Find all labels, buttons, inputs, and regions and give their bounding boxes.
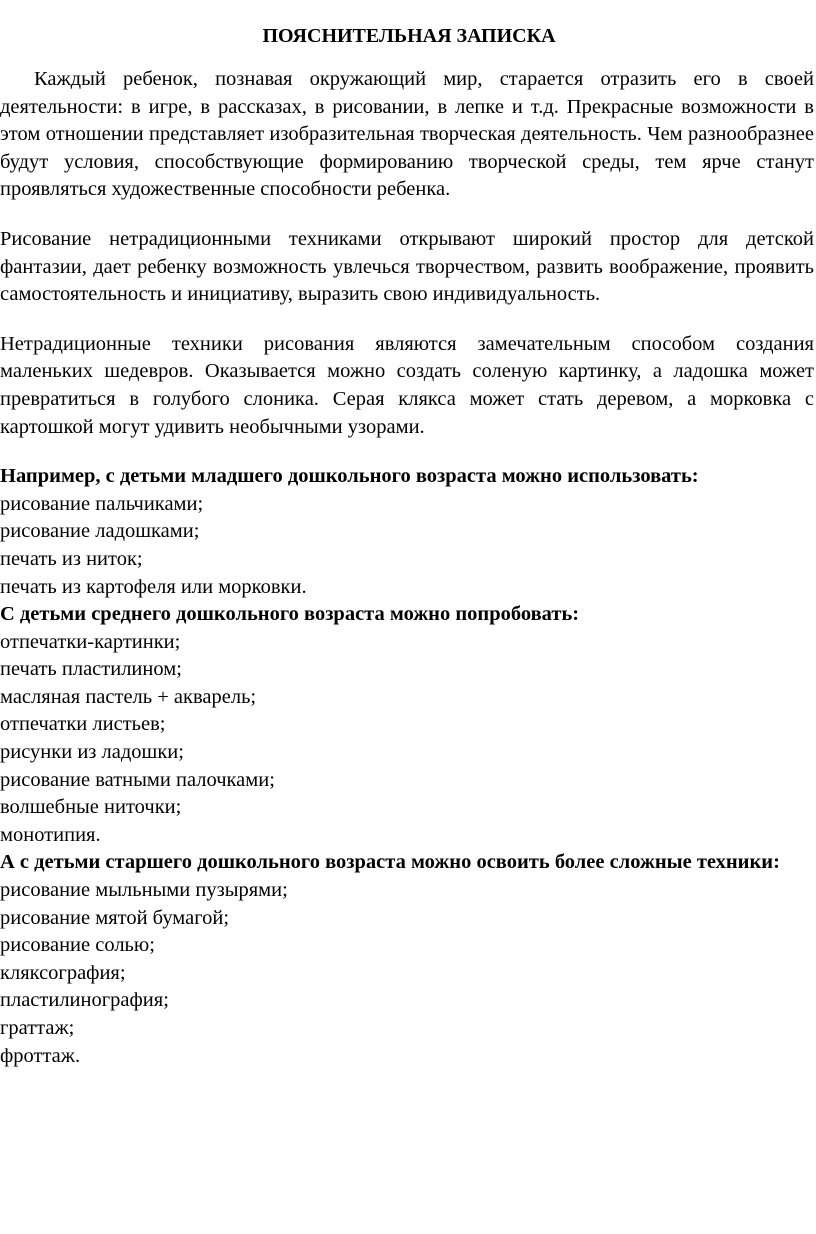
list-item: отпечатки листьев;: [0, 713, 166, 736]
section-senior: [0, 849, 814, 1070]
list-item: печать из картофеля или морковки.: [0, 575, 307, 598]
technique-list-junior: [0, 491, 814, 601]
list-item: рисование ватными палочками;: [0, 768, 275, 791]
list-item: кляксография;: [0, 961, 126, 984]
section-middle: [0, 601, 814, 849]
paragraph-techniques: Рисование нетрадиционными техниками открывают широкий простор для детской фантазии, дает ребенку возможность увлечься творчеством, развить воображение, проявить самостоятельность и инициативу, выразить свою индивидуальность.: [0, 227, 814, 306]
list-item: граттаж;: [0, 1017, 75, 1039]
list-item: рисование пальчиками;: [0, 492, 204, 515]
list-item: пластилинография;: [0, 989, 169, 1012]
paragraph-spacer: [0, 204, 814, 226]
list-item: монотипия.: [0, 823, 101, 846]
section-junior: [0, 463, 814, 601]
section-heading-middle: С детьми среднего дошкольного возраста можно попробовать:: [0, 603, 580, 626]
list-item: рисование ладошками;: [0, 520, 200, 543]
paragraph-masterpieces: Нетрадиционные техники рисования являются замечательным способом создания маленьких шедевров. Оказывается можно создать соленую картинку, а ладошка может превратиться в голубого слоника. Серая клякса может стать деревом, а морковка с картошкой могут удивить необычными узорами.: [0, 332, 814, 438]
technique-list-senior: [0, 877, 814, 1070]
document-title: ПОЯСНИТЕЛЬНАЯ ЗАПИСКА: [262, 25, 556, 47]
list-item: волшебные ниточки;: [0, 796, 182, 819]
list-item: фроттаж.: [0, 1044, 81, 1067]
technique-list-middle: [0, 629, 814, 850]
paragraph-spacer: [0, 309, 814, 331]
list-item: масляная пастель + акварель;: [0, 685, 257, 708]
list-item: рисование солью;: [0, 934, 155, 957]
list-item: печать из ниток;: [0, 547, 143, 570]
list-item: рисунки из ладошки;: [0, 741, 184, 764]
list-item: рисование мятой бумагой;: [0, 906, 230, 929]
paragraph-spacer: [0, 441, 814, 463]
section-heading-junior: Например, с детьми младшего дошкольного возраста можно использовать:: [0, 465, 699, 488]
list-item: печать пластилином;: [0, 658, 182, 681]
section-heading-senior: А с детьми старшего дошкольного возраста можно освоить более сложные техники:: [0, 851, 780, 874]
list-item: рисование мыльными пузырями;: [0, 879, 288, 902]
paragraph-intro: Каждый ребенок, познавая окружающий мир, старается отразить его в своей деятельности: в игре, в рассказах, в рисовании, в лепке и т.д. Прекрасные возможности в этом отношении представляет изобразительная творческая деятельность. Чем разнообразнее будут условия, способствующие формированию творческой среды, тем ярче станут проявляться художественные способности ребенка.: [0, 68, 814, 201]
list-item: отпечатки-картинки;: [0, 630, 181, 653]
